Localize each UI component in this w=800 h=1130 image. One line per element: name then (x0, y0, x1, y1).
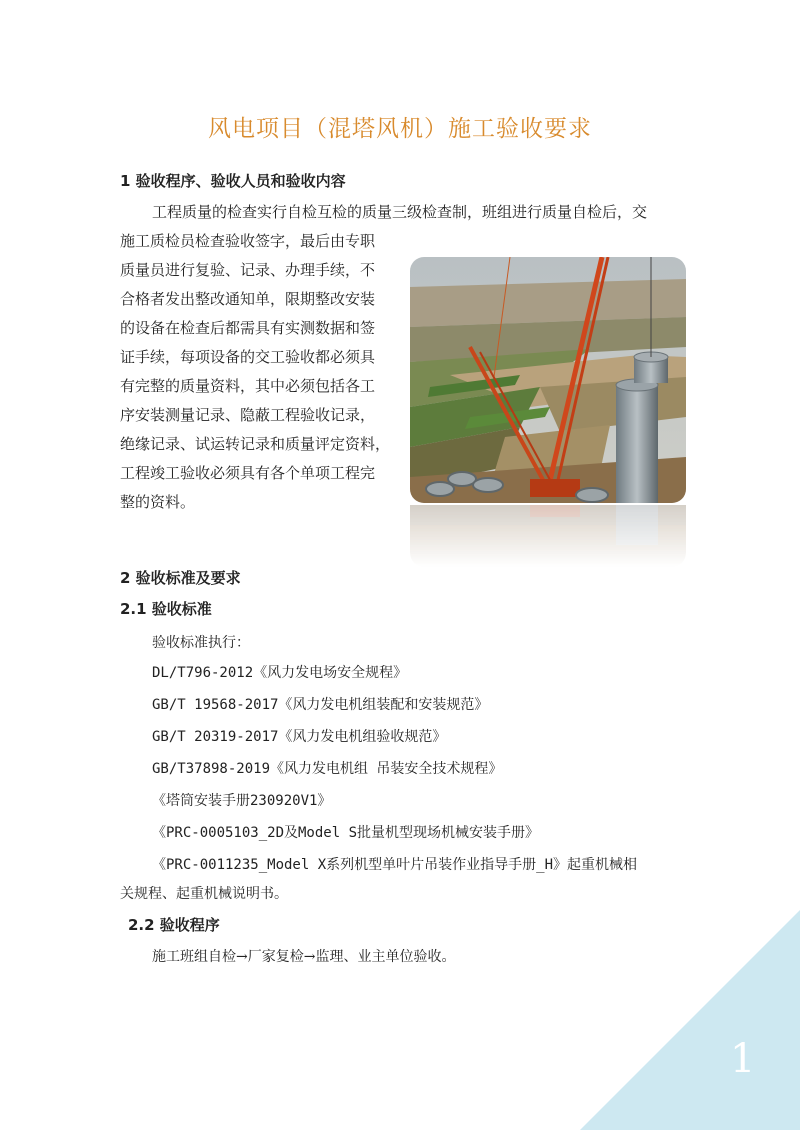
section-2-2-heading: 2.2 验收程序 (128, 916, 220, 934)
list-item: 验收标准执行： (152, 635, 250, 651)
list-item: 关规程、起重机械说明书。 (120, 886, 288, 902)
para-line: 证手续，每项设备的交工验收都必须具 (120, 348, 376, 366)
para-line: 整的资料。 (120, 493, 196, 511)
document-title: 风电项目（混塔风机）施工验收要求 (208, 116, 592, 142)
para-line: 有完整的质量资料，其中必须包括各工 (120, 377, 376, 395)
para-line: 工程质量的检查实行自检互检的质量三级检查制，班组进行质量自检后，交 (152, 203, 648, 221)
section-2-heading: 2 验收标准及要求 (120, 569, 241, 587)
para-line: 序安装测量记录、隐蔽工程验收记录， (120, 406, 376, 424)
list-item: DL/T796-2012《风力发电场安全规程》 (152, 665, 408, 681)
para-line: 工程竣工验收必须具有各个单项工程完 (120, 464, 376, 482)
construction-site-photo-icon (410, 257, 686, 503)
para-line: 质量员进行复验、记录、办理手续，不 (120, 261, 376, 279)
list-item: 《PRC-0005103_2D及Model S批量机型现场机械安装手册》 (152, 825, 540, 841)
list-item: 《塔筒安装手册230920V1》 (152, 793, 332, 809)
list-item: GB/T 19568-2017《风力发电机组装配和安装规范》 (152, 697, 489, 713)
para-line: 施工质检员检查验收签字，最后由专职 (120, 232, 376, 250)
corner-decoration (550, 910, 800, 1130)
page-number: 1 (730, 1036, 756, 1082)
section-1-heading: 1 验收程序、验收人员和验收内容 (120, 172, 346, 190)
construction-photo (410, 257, 686, 567)
section-2-1-heading: 2.1 验收标准 (120, 600, 212, 618)
photo-reflection (410, 505, 686, 567)
para-line: 绝缘记录、试运转记录和质量评定资料， (120, 435, 391, 453)
para-line: 合格者发出整改通知单，限期整改安装 (120, 290, 376, 308)
procedure-line: 施工班组自检→厂家复检→监理、业主单位验收。 (152, 949, 456, 965)
para-line: 的设备在检查后都需具有实测数据和签 (120, 319, 376, 337)
list-item: GB/T 20319-2017《风力发电机组验收规范》 (152, 729, 447, 745)
list-item: 《PRC-0011235_Model X系列机型单叶片吊装作业指导手册_H》起重机械相 (152, 857, 638, 873)
list-item: GB/T37898-2019《风力发电机组 吊装安全技术规程》 (152, 761, 503, 777)
